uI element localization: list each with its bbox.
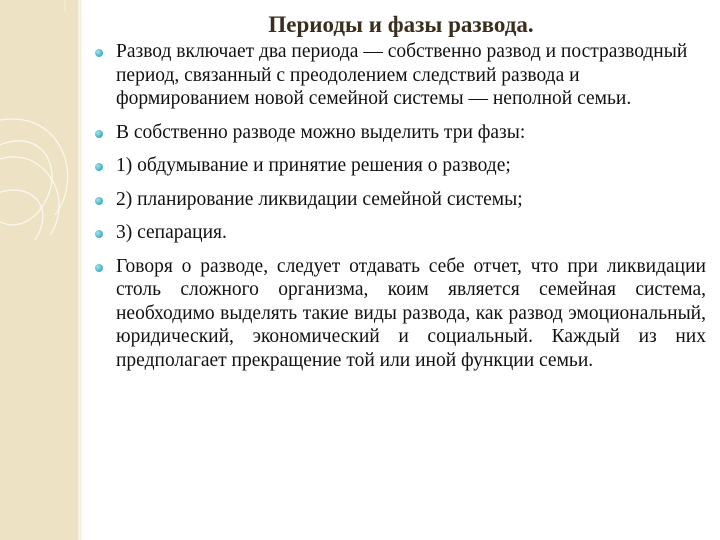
slide-title: Периоды и фазы развода. — [268, 12, 534, 37]
swirl-decoration — [0, 0, 82, 540]
bullet-item: 2) планирование ликвидации семейной системы; — [116, 188, 706, 212]
bullet-item: Говоря о разводе, следует отдавать себе отчет, что при ликвидации столь сложного организма, коим является семейная система, необходимо выделять такие виды развода, как развод эмоциональный, юридический, экономический и социальный. Каждый из них предполагает прекращение той или иной функции семьи. — [116, 255, 706, 371]
bullet-list — [116, 40, 706, 382]
bullet-item: В собственно разводе можно выделить три фазы: — [116, 121, 706, 145]
bullet-item: 1) обдумывание и принятие решения о разводе; — [116, 154, 706, 178]
bullet-item: 3) сепарация. — [116, 221, 706, 245]
bullet-item: Развод включает два периода — собственно развод и постразводный период, связанный с преодолением следствий развода и формированием новой семейной системы — неполной семьи. — [116, 40, 706, 111]
